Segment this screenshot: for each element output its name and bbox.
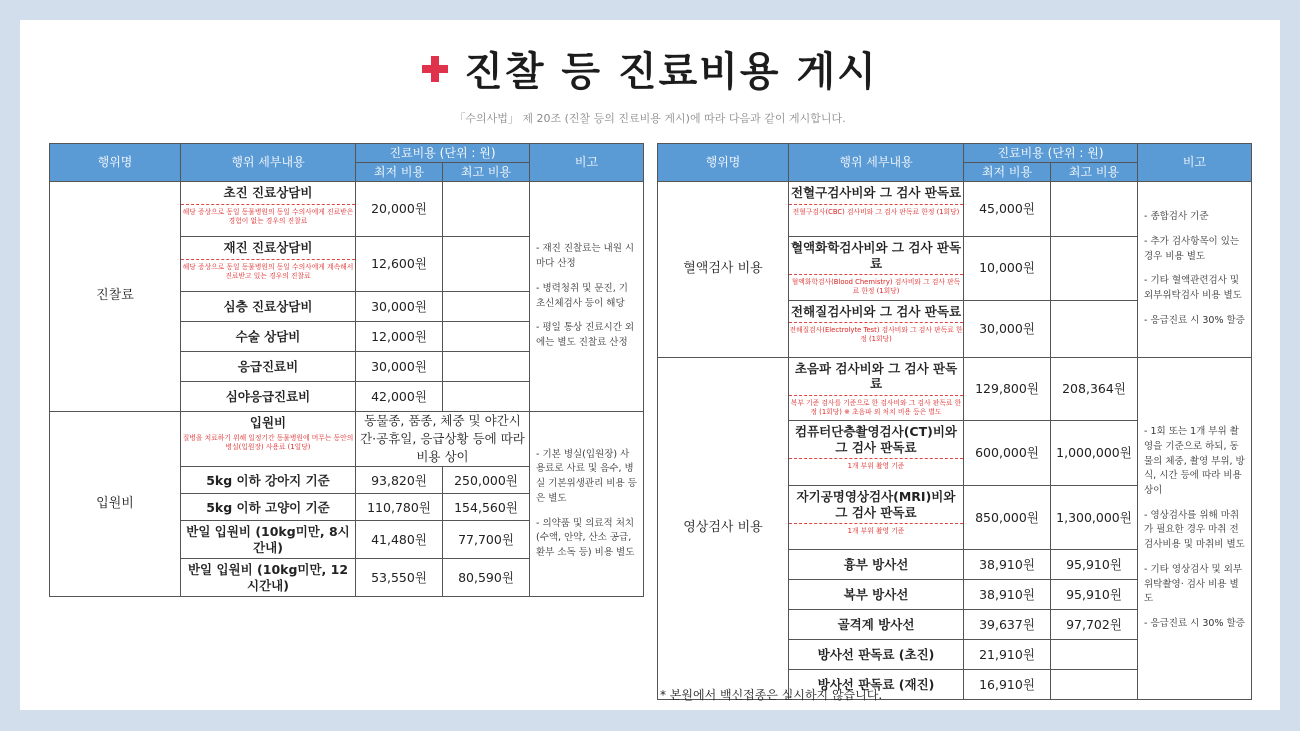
max-cost: 1,000,000원 (1051, 421, 1138, 486)
header-remarks: 비고 (530, 144, 644, 182)
row-name: 5kg 이하 고양이 기준 (181, 494, 356, 521)
consult-remarks: - 재진 진찰료는 내원 시마다 산정 - 병력청취 및 문진, 기초신체검사 등이 해당 - 평일 통상 진료시간 외에는 별도 진찰료 산정 (530, 182, 644, 412)
row-note: 1개 부위 촬영 기준 (789, 458, 963, 474)
min-cost: 600,000원 (964, 421, 1051, 486)
row-note: 혈액화학검사(Blood Chemistry) 검사비와 그 검사 판독료 한정 (1회당) (789, 274, 963, 299)
row-name: 초음파 검사비와 그 검사 판독료 (794, 360, 958, 392)
row-name: 입원비 (249, 415, 287, 430)
row-note: 전해질검사(Electrolyte Test) 검사비와 그 검사 판독료 한정 (1회당) (789, 322, 963, 347)
min-cost: 12,000원 (356, 322, 443, 352)
row-name: 초진 진료상담비 (223, 185, 313, 200)
category-hospitalization: 입원비 (50, 412, 181, 597)
header-cost: 진료비용 (단위 : 원) (356, 144, 530, 163)
header-action: 행위명 (50, 144, 181, 182)
row-note: 전혈구검사(CBC) 검사비와 그 검사 판독료 한정 (1회당) (789, 204, 963, 220)
category-consult: 진찰료 (50, 182, 181, 412)
row-name: 수술 상담비 (181, 322, 356, 352)
row-name: 반일 입원비 (10kg미만, 12시간내) (181, 559, 356, 597)
row-name: 골격계 방사선 (789, 610, 964, 640)
page-title (422, 40, 878, 97)
header-max: 최고 비용 (1051, 163, 1138, 182)
right-fee-table (657, 143, 1252, 700)
max-cost: 80,590원 (443, 559, 530, 597)
max-cost (443, 352, 530, 382)
category-imaging: 영상검사 비용 (658, 357, 789, 700)
title-text: 진찰 등 진료비용 게시 (464, 49, 878, 95)
header-action: 행위명 (658, 144, 789, 182)
max-cost: 208,364원 (1051, 357, 1138, 421)
max-cost: 77,700원 (443, 521, 530, 559)
header-min: 최저 비용 (964, 163, 1051, 182)
footer-note: * 본원에서 백신접종은 실시하지 않습니다. (660, 688, 883, 702)
row-name: 5kg 이하 강아지 기준 (181, 467, 356, 494)
header-max: 최고 비용 (443, 163, 530, 182)
blood-remarks: - 종합검사 기준 - 추가 검사항목이 있는 경우 비용 별도 - 기타 혈액관련검사 및 외부위탁검사 비용 별도 - 응급진료 시 30% 할증 (1138, 182, 1252, 358)
header-remarks: 비고 (1138, 144, 1252, 182)
row-name: 방사선 판독료 (초진) (789, 640, 964, 670)
min-cost: 41,480원 (356, 521, 443, 559)
max-cost: 154,560원 (443, 494, 530, 521)
row-name: 컴퓨터단층촬영검사(CT)비와 그 검사 판독료 (795, 424, 957, 455)
min-cost: 850,000원 (964, 486, 1051, 550)
max-cost: 1,300,000원 (1051, 486, 1138, 550)
left-fee-table (49, 143, 644, 597)
row-name: 전해질검사비와 그 검사 판독료 (790, 303, 962, 319)
min-cost: 12,600원 (356, 237, 443, 292)
max-cost: 97,702원 (1051, 610, 1138, 640)
row-note: 질병을 치료하기 위해 일정기간 동물병원에 머무는 동안의 병실(입원장) 사용료 (1일당) (182, 433, 354, 451)
row-name: 심야응급진료비 (181, 382, 356, 412)
min-cost: 93,820원 (356, 467, 443, 494)
min-cost: 16,910원 (964, 670, 1051, 700)
max-cost (1051, 670, 1138, 700)
max-cost (443, 322, 530, 352)
row-name: 반일 입원비 (10kg미만, 8시간내) (181, 521, 356, 559)
min-cost: 30,000원 (356, 292, 443, 322)
max-cost: 95,910원 (1051, 580, 1138, 610)
hosp-remarks: - 기본 병실(입원장) 사용료로 사료 및 음수, 병실 기본위생관리 비용 등은 별도 - 의약품 및 의료적 처치(수액, 안약, 산소 공급, 환부 소독 등) 비용 별도 (530, 412, 644, 597)
row-name: 응급진료비 (181, 352, 356, 382)
max-cost (1051, 182, 1138, 237)
min-cost: 42,000원 (356, 382, 443, 412)
max-cost: 250,000원 (443, 467, 530, 494)
min-cost: 53,550원 (356, 559, 443, 597)
min-cost: 10,000원 (964, 237, 1051, 301)
header-min: 최저 비용 (356, 163, 443, 182)
max-cost (443, 292, 530, 322)
header-detail: 행위 세부내용 (789, 144, 964, 182)
max-cost (443, 237, 530, 292)
row-name: 자기공명영상검사(MRI)비와 그 검사 판독료 (796, 489, 956, 520)
min-cost: 38,910원 (964, 580, 1051, 610)
row-note: 복부 기준 검사를 기준으로 한 검사비와 그 검사 판독료 한정 (1회당) ※ 초음파 외 처치 비용 등은 별도 (789, 395, 963, 420)
header (0, 40, 1300, 97)
row-note: 해당 증상으로 동일 동물병원의 동일 수의사에게 진료받은 경험이 없는 경우의 진찰료 (181, 204, 355, 229)
min-cost: 129,800원 (964, 357, 1051, 421)
row-name: 심층 진료상담비 (181, 292, 356, 322)
min-cost: 38,910원 (964, 550, 1051, 580)
min-cost: 110,780원 (356, 494, 443, 521)
min-cost: 30,000원 (356, 352, 443, 382)
category-blood: 혈액검사 비용 (658, 182, 789, 358)
page-subtitle: 「수의사법」 제 20조 (진찰 등의 진료비용 게시)에 따라 다음과 같이 게시합니다. (454, 112, 846, 125)
header-detail: 행위 세부내용 (181, 144, 356, 182)
row-name: 방사선 판독료 (재진) (789, 670, 964, 700)
row-note: 해당 증상으로 동일 동물병원의 동일 수의사에게 계속해서 진료받고 있는 경우의 진찰료 (181, 259, 355, 284)
max-cost (1051, 300, 1138, 357)
row-note: 1개 부위 촬영 기준 (789, 523, 963, 539)
header-cost: 진료비용 (단위 : 원) (964, 144, 1138, 163)
medical-cross-icon (422, 56, 448, 82)
max-cost (443, 382, 530, 412)
max-cost: 95,910원 (1051, 550, 1138, 580)
min-cost: 21,910원 (964, 640, 1051, 670)
max-cost (1051, 237, 1138, 301)
imaging-remarks: - 1회 또는 1개 부위 촬영을 기준으로 하되, 동물의 체중, 촬영 부위, 방식, 시간 등에 따라 비용 상이 - 영상검사를 위해 마취가 필요한 경우 마취 전 검사비용 및 마취비 별도 - 기타 영상검사 및 외부위탁촬영· 검사 비용 별도 - 응급진료 시 30% 할증 (1138, 357, 1252, 700)
row-name: 재진 진료상담비 (223, 240, 313, 255)
max-cost (1051, 640, 1138, 670)
row-name: 혈액화학검사비와 그 검사 판독료 (790, 240, 962, 271)
row-name: 흉부 방사선 (789, 550, 964, 580)
min-cost: 39,637원 (964, 610, 1051, 640)
row-name: 복부 방사선 (789, 580, 964, 610)
row-name: 전혈구검사비와 그 검사 판독료 (790, 185, 962, 200)
merged-cost: 동물종, 품종, 체중 및 야간시간·공휴일, 응급상황 등에 따라 비용 상이 (356, 412, 530, 467)
max-cost (443, 182, 530, 237)
min-cost: 30,000원 (964, 300, 1051, 357)
min-cost: 45,000원 (964, 182, 1051, 237)
min-cost: 20,000원 (356, 182, 443, 237)
